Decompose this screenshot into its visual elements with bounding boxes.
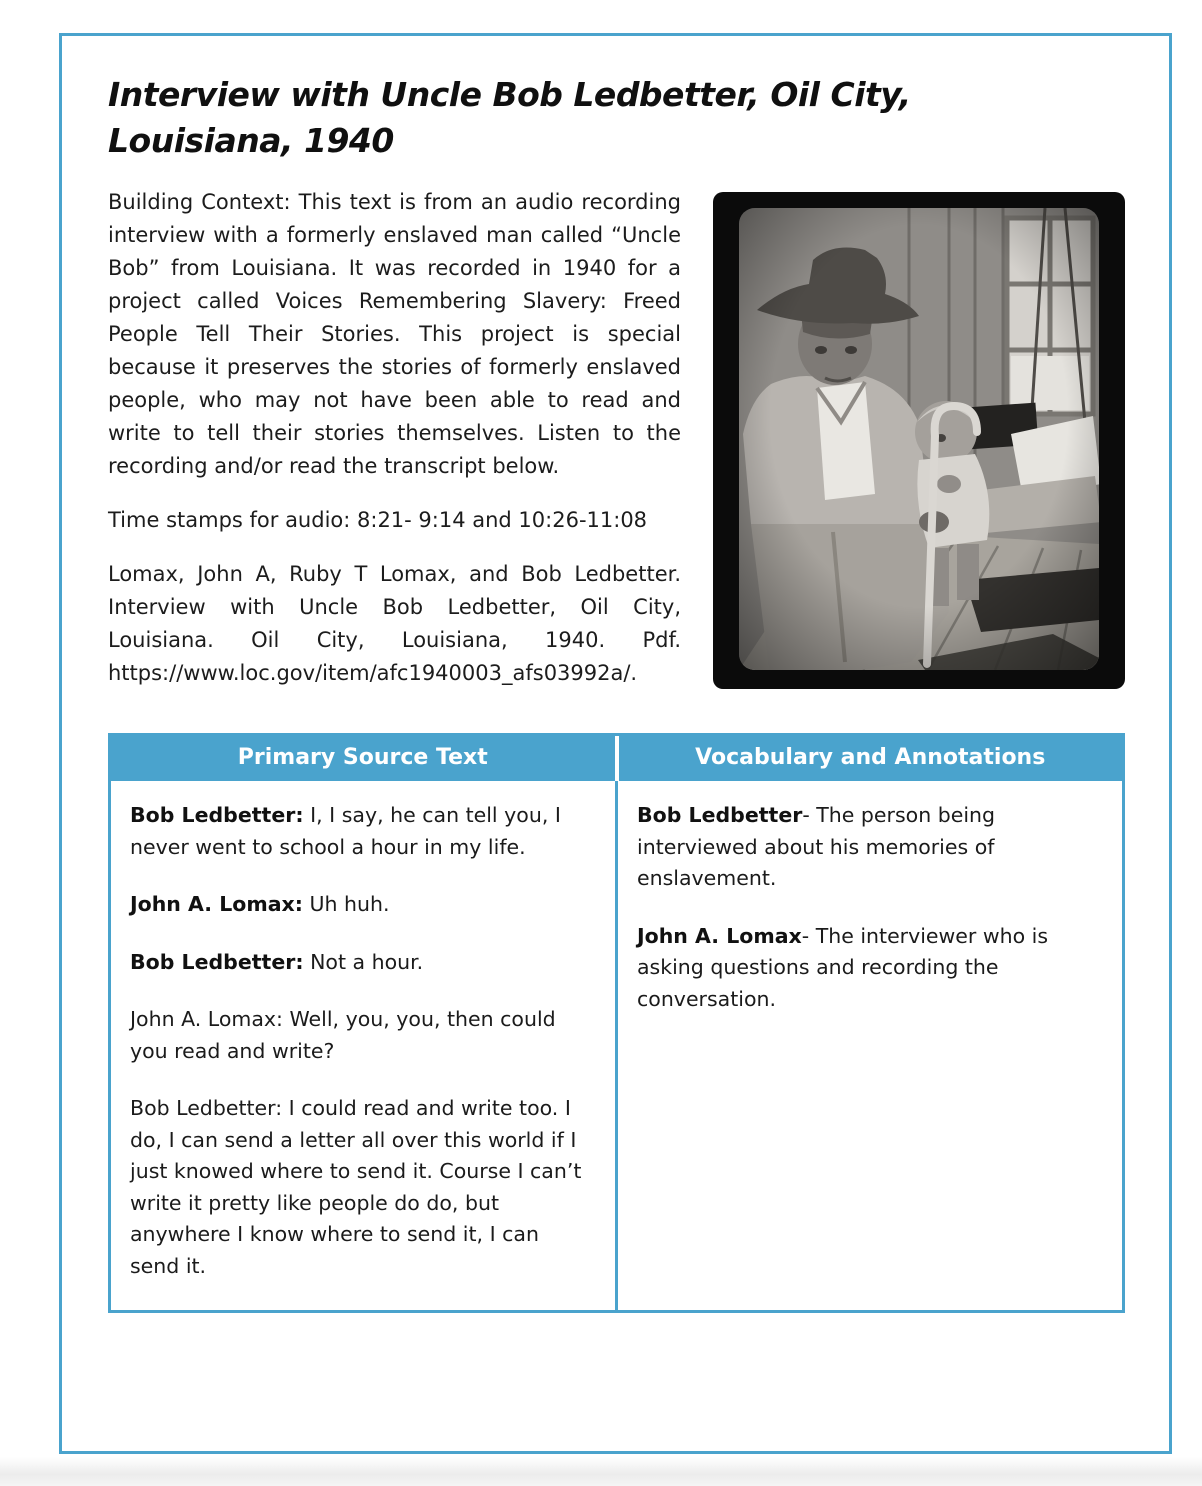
primary-source-table	[108, 733, 1125, 1313]
speaker-label: John A. Lomax:	[130, 1007, 283, 1031]
transcript-paragraph: Bob Ledbetter: I, I say, he can tell you, I never went to school a hour in my life.	[130, 803, 561, 859]
vocabulary-paragraph: Bob Ledbetter- The person being interviewed about his memories of enslavement.	[637, 803, 996, 890]
transcript-paragraph: John A. Lomax: Well, you, you, then could you read and write?	[130, 1007, 556, 1063]
primary-source-cell	[111, 781, 618, 1310]
transcript-paragraph: Bob Ledbetter: Not a hour.	[130, 949, 424, 974]
transcript-paragraph: Bob Ledbetter: I could read and write too. I do, I can send a letter all over this world if I just knowed where to send it. Course I can’t write it pretty like people do do, but anywhere I know where to send it, I can send it.	[130, 1096, 582, 1278]
historical-photo	[713, 192, 1125, 689]
document-page	[59, 33, 1172, 1454]
timestamps-paragraph: Time stamps for audio: 8:21- 9:14 and 10:26-11:08	[108, 508, 648, 532]
table-header-row	[111, 736, 1122, 781]
vocabulary-cell	[618, 781, 1122, 1310]
building-context-paragraph: Building Context: This text is from an audio recording interview with a formerly enslaved man called “Uncle Bob” from Louisiana. It was recorded in 1940 for a project called Voices Remembering Slavery: Freed People Tell Their Stories. This project is special because it preserves the stories of formerly enslaved people, who may not have been able to read and write to tell their stories themselves. Listen to the recording and/or read the transcript below.	[108, 190, 681, 478]
speaker-label: Bob Ledbetter:	[130, 803, 304, 827]
speaker-label: Bob Ledbetter:	[130, 1096, 283, 1120]
vocabulary-term: John A. Lomax	[637, 923, 802, 948]
document-title: Interview with Uncle Bob Ledbetter, Oil City, Louisiana, 1940	[108, 75, 911, 160]
transcript-paragraph: John A. Lomax: Uh huh.	[130, 892, 390, 916]
table-header-vocabulary: Vocabulary and Annotations	[695, 745, 1046, 770]
intro-section	[108, 186, 1125, 690]
table-body-row	[111, 781, 1122, 1310]
page-content	[62, 36, 1169, 1313]
table-header-primary-source: Primary Source Text	[111, 736, 619, 781]
vocabulary-paragraph: John A. Lomax- The interviewer who is asking questions and recording the conversation.	[637, 923, 1049, 1011]
speaker-label: Bob Ledbetter:	[130, 949, 304, 974]
citation-paragraph: Lomax, John A, Ruby T Lomax, and Bob Ledbetter. Interview with Uncle Bob Ledbetter, Oil City, Louisiana. Oil City, Louisiana, 1940. Pdf. https://www.loc.gov/item/afc1940003_afs03992a/.	[108, 562, 681, 685]
page-break-shadow	[0, 1457, 1202, 1486]
vocabulary-term: Bob Ledbetter	[637, 803, 803, 827]
speaker-label: John A. Lomax:	[130, 892, 303, 916]
photo-illustration	[713, 192, 1125, 689]
